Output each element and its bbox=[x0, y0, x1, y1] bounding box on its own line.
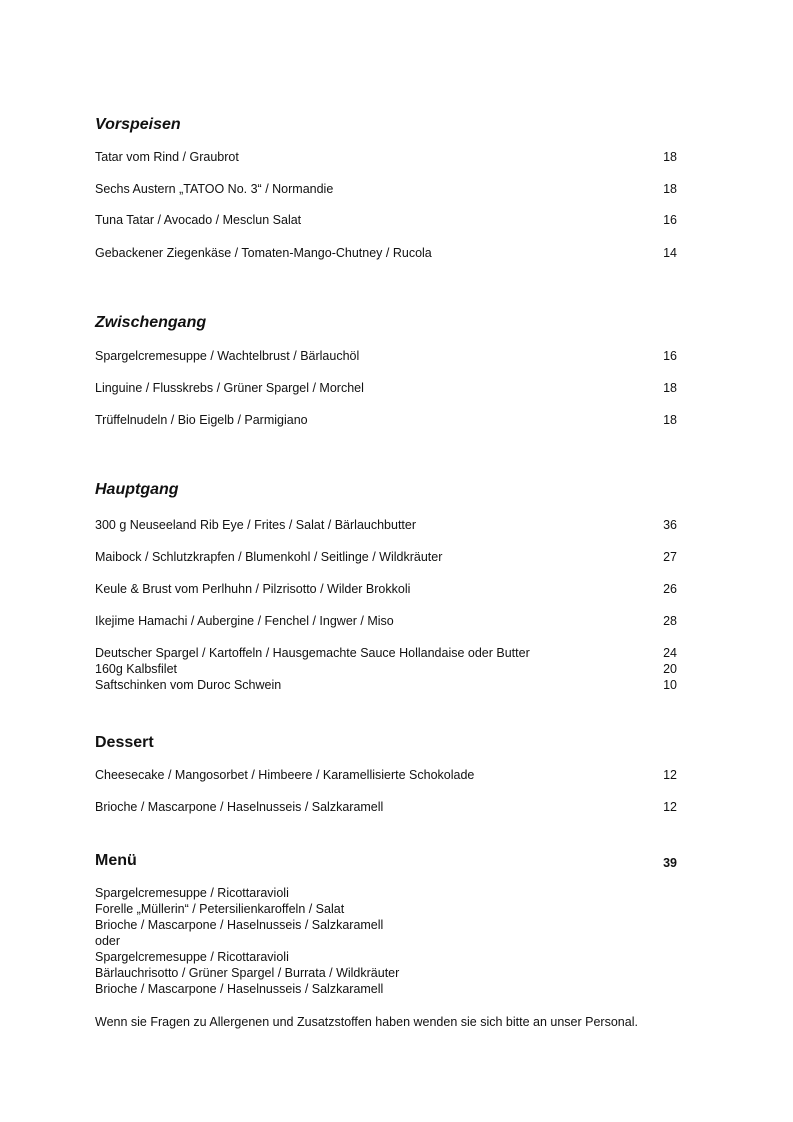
dish-name: Cheesecake / Mangosorbet / Himbeere / Karamellisierte Schokolade bbox=[95, 768, 475, 782]
menu-course-line: Spargelcremesuppe / Ricottaravioli bbox=[95, 886, 289, 900]
list-item bbox=[95, 149, 677, 165]
dish-name: 160g Kalbsfilet bbox=[95, 662, 178, 676]
dish-price: 16 bbox=[663, 213, 677, 227]
section-title-menu: Menü bbox=[95, 852, 137, 869]
dish-price: 14 bbox=[663, 246, 677, 260]
dish-name: Brioche / Mascarpone / Haselnusseis / Salzkaramell bbox=[95, 800, 384, 814]
section-title-zwischengang: Zwischengang bbox=[95, 314, 207, 331]
list-item bbox=[95, 799, 677, 815]
list-item bbox=[95, 348, 677, 364]
dish-price: 20 bbox=[663, 662, 677, 676]
dish-name: Keule & Brust vom Perlhuhn / Pilzrisotto / Wilder Brokkoli bbox=[95, 582, 411, 596]
list-item bbox=[95, 245, 677, 261]
menu-course-line: Brioche / Mascarpone / Haselnusseis / Salzkaramell bbox=[95, 918, 384, 932]
dish-name: Maibock / Schlutzkrapfen / Blumenkohl / Seitlinge / Wildkräuter bbox=[95, 550, 443, 564]
dish-price: 36 bbox=[663, 518, 677, 532]
section-title-hauptgang: Hauptgang bbox=[95, 481, 179, 498]
dish-price: 10 bbox=[663, 678, 677, 692]
menu-course-line: Brioche / Mascarpone / Haselnusseis / Salzkaramell bbox=[95, 982, 384, 996]
list-item bbox=[95, 412, 677, 428]
dish-name: Sechs Austern „TATOO No. 3“ / Normandie bbox=[95, 182, 334, 196]
dish-price: 18 bbox=[663, 413, 677, 427]
list-item bbox=[95, 181, 677, 197]
list-item bbox=[95, 380, 677, 396]
list-item bbox=[95, 517, 677, 533]
menu-course-line: Bärlauchrisotto / Grüner Spargel / Burrata / Wildkräuter bbox=[95, 966, 400, 980]
list-item bbox=[95, 677, 677, 693]
dish-name: Tatar vom Rind / Graubrot bbox=[95, 150, 239, 164]
dish-price: 28 bbox=[663, 614, 677, 628]
dish-name: Ikejime Hamachi / Aubergine / Fenchel / Ingwer / Miso bbox=[95, 614, 394, 628]
menu-course-line: Spargelcremesuppe / Ricottaravioli bbox=[95, 950, 289, 964]
dish-price: 12 bbox=[663, 800, 677, 814]
dish-price: 26 bbox=[663, 582, 677, 596]
section-title-vorspeisen: Vorspeisen bbox=[95, 116, 181, 133]
dish-price: 24 bbox=[663, 646, 677, 660]
dish-price: 18 bbox=[663, 150, 677, 164]
menu-price: 39 bbox=[663, 856, 677, 870]
dish-name: Spargelcremesuppe / Wachtelbrust / Bärlauchöl bbox=[95, 349, 360, 363]
dish-name: Tuna Tatar / Avocado / Mesclun Salat bbox=[95, 213, 302, 227]
menu-alternative-label: oder bbox=[95, 934, 121, 948]
dish-name: Gebackener Ziegenkäse / Tomaten-Mango-Chutney / Rucola bbox=[95, 246, 432, 260]
dish-price: 18 bbox=[663, 381, 677, 395]
dish-price: 12 bbox=[663, 768, 677, 782]
list-item bbox=[95, 613, 677, 629]
list-item bbox=[95, 645, 677, 661]
list-item bbox=[95, 581, 677, 597]
list-item bbox=[95, 549, 677, 565]
menu-course-line: Forelle „Müllerin“ / Petersilienkaroffeln / Salat bbox=[95, 902, 345, 916]
dish-name: 300 g Neuseeland Rib Eye / Frites / Salat / Bärlauchbutter bbox=[95, 518, 417, 532]
dish-name: Saftschinken vom Duroc Schwein bbox=[95, 678, 282, 692]
dish-price: 18 bbox=[663, 182, 677, 196]
list-item bbox=[95, 767, 677, 783]
section-title-dessert: Dessert bbox=[95, 734, 154, 751]
dish-name: Trüffelnudeln / Bio Eigelb / Parmigiano bbox=[95, 413, 308, 427]
dish-price: 16 bbox=[663, 349, 677, 363]
dish-name: Deutscher Spargel / Kartoffeln / Hausgemachte Sauce Hollandaise oder Butter bbox=[95, 646, 530, 660]
dish-name: Linguine / Flusskrebs / Grüner Spargel / Morchel bbox=[95, 381, 364, 395]
dish-price: 27 bbox=[663, 550, 677, 564]
list-item bbox=[95, 661, 677, 677]
list-item bbox=[95, 212, 677, 228]
allergen-note: Wenn sie Fragen zu Allergenen und Zusatzstoffen haben wenden sie sich bitte an unser Personal. bbox=[95, 1015, 638, 1029]
